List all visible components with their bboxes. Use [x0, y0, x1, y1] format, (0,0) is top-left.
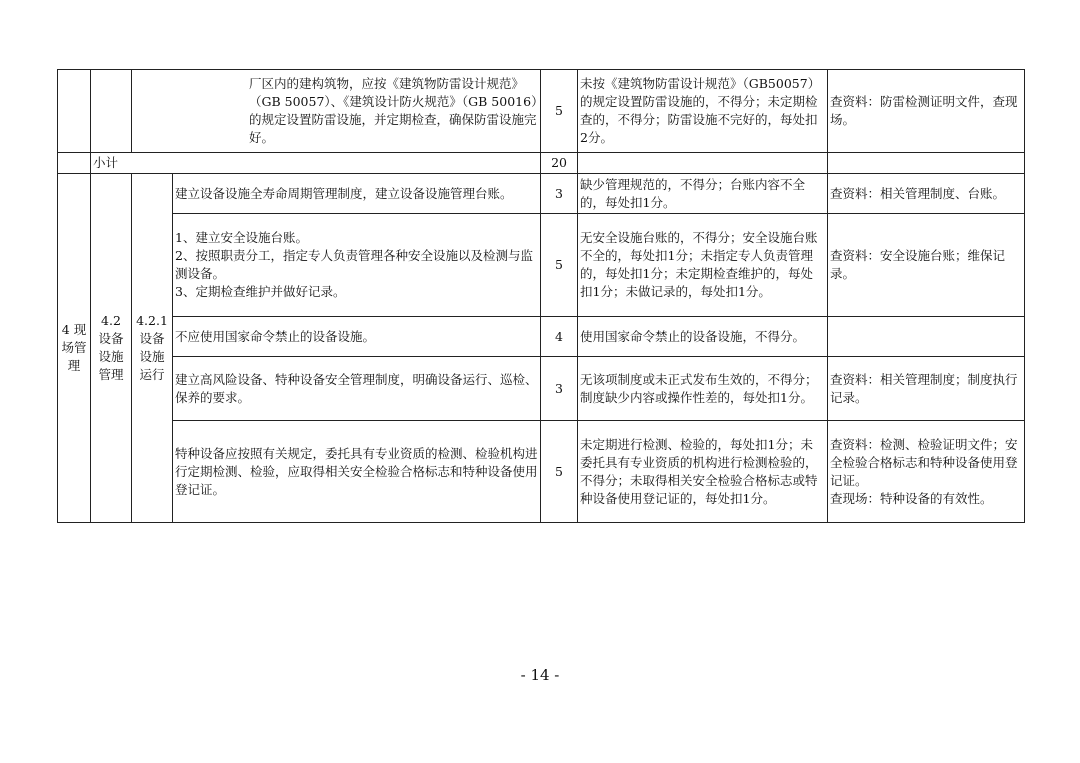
item-score: 3	[541, 174, 578, 214]
table-row	[58, 70, 1025, 153]
page-number: - 14 -	[520, 666, 560, 684]
empty-cell	[578, 153, 828, 174]
item-method	[828, 421, 1025, 523]
subtotal-score: 20	[541, 153, 578, 174]
table-row	[58, 174, 1025, 214]
item-criteria: 使用国家命令禁止的设备设施，不得分。	[578, 317, 828, 357]
subtotal-row	[58, 153, 1025, 174]
empty-cell	[91, 70, 132, 153]
level1-category: 4 现场管理	[58, 174, 91, 523]
item-content	[173, 214, 541, 317]
item-score: 5	[541, 214, 578, 317]
item-criteria: 无该项制度或未正式发布生效的，不得分；制度缺少内容或操作性差的，每处扣1分。	[578, 357, 828, 421]
item-content: 不应使用国家命令禁止的设备设施。	[173, 317, 541, 357]
content-line: 2、按照职责分工，指定专人负责管理各种安全设施以及检测与监测设备。	[175, 248, 533, 281]
item-criteria: 未按《建筑物防雷设计规范》（GB50057）的规定设置防雷设施的，不得分；未定期检查的，不得分；防雷设施不完好的，每处扣2分。	[578, 70, 828, 153]
table-row	[58, 421, 1025, 523]
item-criteria: 缺少管理规范的，不得分；台账内容不全的，每处扣1分。	[578, 174, 828, 214]
item-score: 4	[541, 317, 578, 357]
content-line: 3、定期检查维护并做好记录。	[175, 284, 346, 299]
level2-category: 4.2 设备设施管理	[91, 174, 132, 523]
item-criteria: 无安全设施台账的，不得分；安全设施台账不全的，每处扣1分；未指定专人负责管理的，每处扣1分；未定期检查维护的，每处扣1分；未做记录的，每处扣1分。	[578, 214, 828, 317]
item-score: 3	[541, 357, 578, 421]
empty-cell	[58, 70, 91, 153]
content-line: 1、建立安全设施台账。	[175, 230, 308, 245]
scoring-table	[57, 69, 1025, 523]
method-line: 查资料：检测、检验证明文件；安全检验合格标志和特种设备使用登记证。	[830, 436, 1018, 488]
item-content: 特种设备应按照有关规定，委托具有专业资质的检测、检验机构进行定期检测、检验，应取得相关安全检验合格标志和特种设备使用登记证。	[173, 421, 541, 523]
table-row	[58, 357, 1025, 421]
item-score: 5	[541, 421, 578, 523]
level3-category: 4.2.1 设备设施运行	[132, 174, 173, 523]
subtotal-label: 小计	[91, 153, 541, 174]
item-method: 查资料：相关管理制度、台账。	[828, 174, 1025, 214]
item-method: 查资料：防雷检测证明文件，查现场。	[828, 70, 1025, 153]
method-line: 查现场：特种设备的有效性。	[830, 490, 993, 506]
empty-cell	[58, 153, 91, 174]
item-content: 建立设备设施全寿命周期管理制度，建立设备设施管理台账。	[173, 174, 541, 214]
empty-cell	[828, 153, 1025, 174]
item-content: 建立高风险设备、特种设备安全管理制度，明确设备运行、巡检、保养的要求。	[173, 357, 541, 421]
table-row	[58, 214, 1025, 317]
item-method: 查资料：相关管理制度；制度执行记录。	[828, 357, 1025, 421]
table-row	[58, 317, 1025, 357]
item-method: 查资料：安全设施台账；维保记录。	[828, 214, 1025, 317]
item-score: 5	[541, 70, 578, 153]
item-method	[828, 317, 1025, 357]
item-content: 厂区内的建构筑物，应按《建筑物防雷设计规范》（GB 50057）、《建筑设计防火规范》（GB 50016）的规定设置防雷设施，并定期检查，确保防雷设施完好。	[132, 70, 541, 153]
item-criteria: 未定期进行检测、检验的，每处扣1分；未委托具有专业资质的机构进行检测检验的，不得分；未取得相关安全检验合格标志或特种设备使用登记证的，每处扣1分。	[578, 421, 828, 523]
